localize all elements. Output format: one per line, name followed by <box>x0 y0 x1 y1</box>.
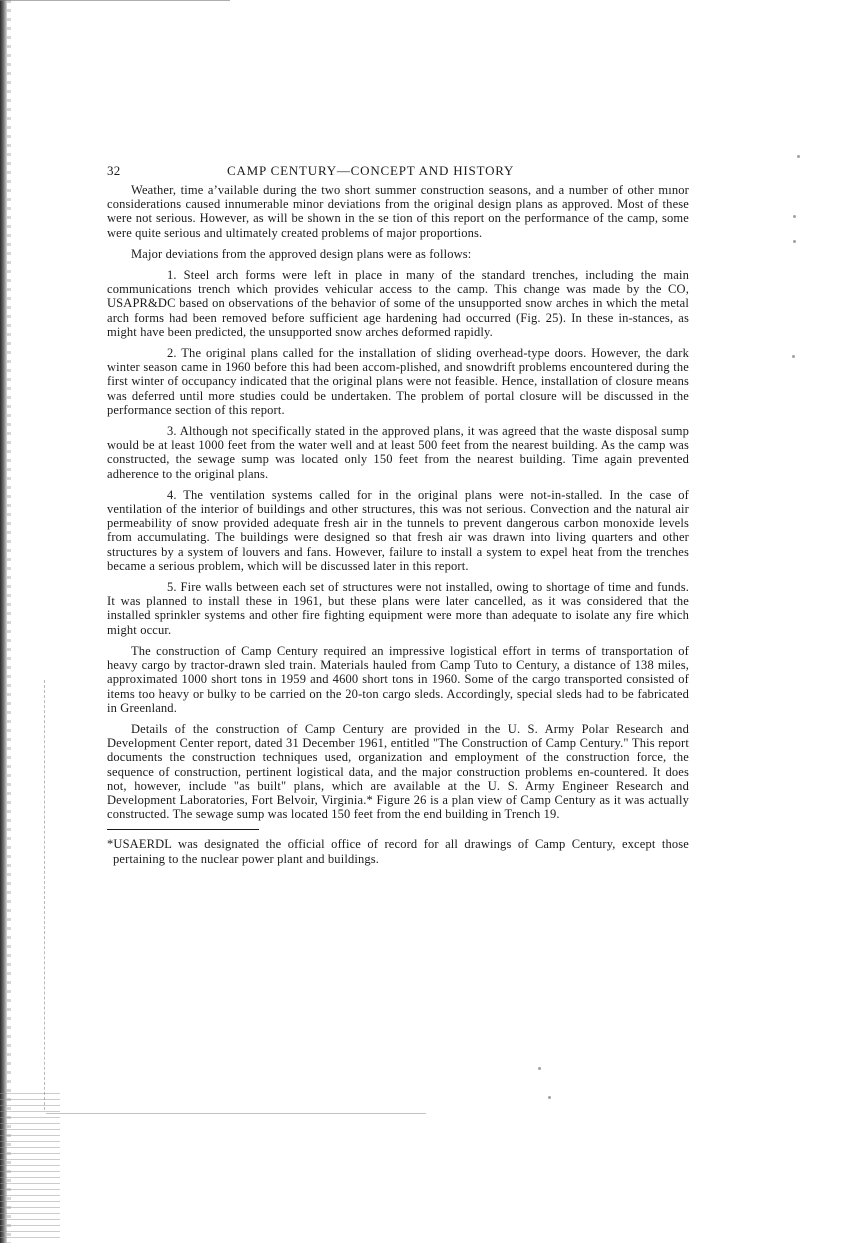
footnote: *USAERDL was designated the official office of record for all drawings of Camp Century, except those pertaining to the nuclear power plant and buildings. <box>107 837 689 866</box>
paragraph-logistics: The construction of Camp Century required an impressive logistical effort in terms of transportation of heavy cargo by tractor-drawn sled train. Materials hauled from Camp Tuto to Century, a distance of 138 miles, approximated 1000 short tons in 1959 and 4600 short tons in 1960. Some of the cargo transported consisted of items too heavy or bulky to be carried on the 20-ton cargo sleds. Accordingly, special sleds had to be fabricated in Greenland. <box>107 643 689 715</box>
scan-speck <box>792 355 795 358</box>
running-title: CAMP CENTURY—CONCEPT AND HISTORY <box>227 163 515 178</box>
page-header <box>107 163 689 179</box>
document-body <box>107 183 689 873</box>
paragraph-item-3: 3. Although not specifically stated in the approved plans, it was agreed that the waste disposal sump would be at least 1000 feet from the water well and at least 500 feet from the nearest building. As the camp was constructed, the sewage sump was located only 150 feet from the nearest building. Time again prevented adherence to the original plans. <box>107 424 689 481</box>
paragraph-details: Details of the construction of Camp Century are provided in the U. S. Army Polar Research and Development Center report, dated 31 December 1961, entitled "The Construction of Camp Century." This report documents the construction techniques used, organization and employment of the construction force, the sequence of construction, pertinent logistical data, and the major construction problems en-countered. It does not, however, include "as built" plans, which are available at the U. S. Army Engineer Research and Development Laboratories, Fort Belvoir, Virginia.* Figure 26 is a plan view of Camp Century as it was actually constructed. The sewage sump was located 150 feet from the end building in Trench 19. <box>107 721 689 822</box>
margin-marks <box>44 680 47 1110</box>
scan-top-artifact <box>0 0 230 13</box>
scan-bottom-line <box>46 1113 426 1114</box>
scan-corner-artifact <box>0 1093 60 1243</box>
scan-speck <box>548 1096 551 1099</box>
scan-speck <box>797 155 800 158</box>
scan-edge-shadow <box>0 0 7 1243</box>
scan-speck <box>793 215 796 218</box>
scan-edge-noise <box>7 0 11 1243</box>
paragraph-item-4: 4. The ventilation systems called for in the original plans were not-in-stalled. In the case of ventilation of the interior of buildings and other structures, this was not serious. Convection and the natural air permeability of snow provided adequate fresh air in the tunnels to prevent dangerous carbon monoxide levels from accumulating. The buildings were designed so that fresh air was drawn into living quarters and other structures by a system of louvers and fans. However, failure to install a system to expel heat from the trenches became a serious problem, which will be discussed later in this report. <box>107 487 689 573</box>
paragraph-item-2: 2. The original plans called for the installation of sliding overhead-type doors. However, the dark winter season came in 1960 before this had been accom-plished, and snowdrift problems encountered during the first winter of occupancy indicated that the original plans were not feasible. Hence, installation of closure means was deferred until more studies could be undertaken. The problem of portal closure will be discussed in the performance section of this report. <box>107 346 689 417</box>
footnote-divider <box>107 829 259 830</box>
page-number: 32 <box>107 163 121 178</box>
paragraph-intro: Weather, time a’vailable during the two short summer construction seasons, and a number of other mınor considerations caused innumerable minor deviations from the original design plans as approved. Most of these were not serious. However, as will be shown in the se tion of this report on the performance of the camp, some were quite serious and ultimately created problems of major proportions. <box>107 183 689 240</box>
scan-speck <box>793 240 796 243</box>
paragraph-item-5: 5. Fire walls between each set of structures were not installed, owing to shortage of time and funds. It was planned to install these in 1961, but these plans were later cancelled, as it was considered that the installed sprinkler systems and other fire fighting equipment were more than adequate to isolate any fire which might occur. <box>107 580 689 637</box>
scan-speck <box>538 1067 541 1070</box>
paragraph-deviations-lead: Major deviations from the approved design plans were as follows: <box>131 246 472 261</box>
paragraph-item-1: 1. Steel arch forms were left in place in many of the standard trenches, including the main communications trench which provides vehicular access to the camp. This change was made by the CO, USAPR&DC based on observations of the behavior of some of the unsupported snow arches in which the metal arch forms had been removed before sufficient age hardening had occurred (Fig. 25). In these in-stances, as might have been predicted, the unsupported snow arches deformed rapidly. <box>107 268 689 339</box>
